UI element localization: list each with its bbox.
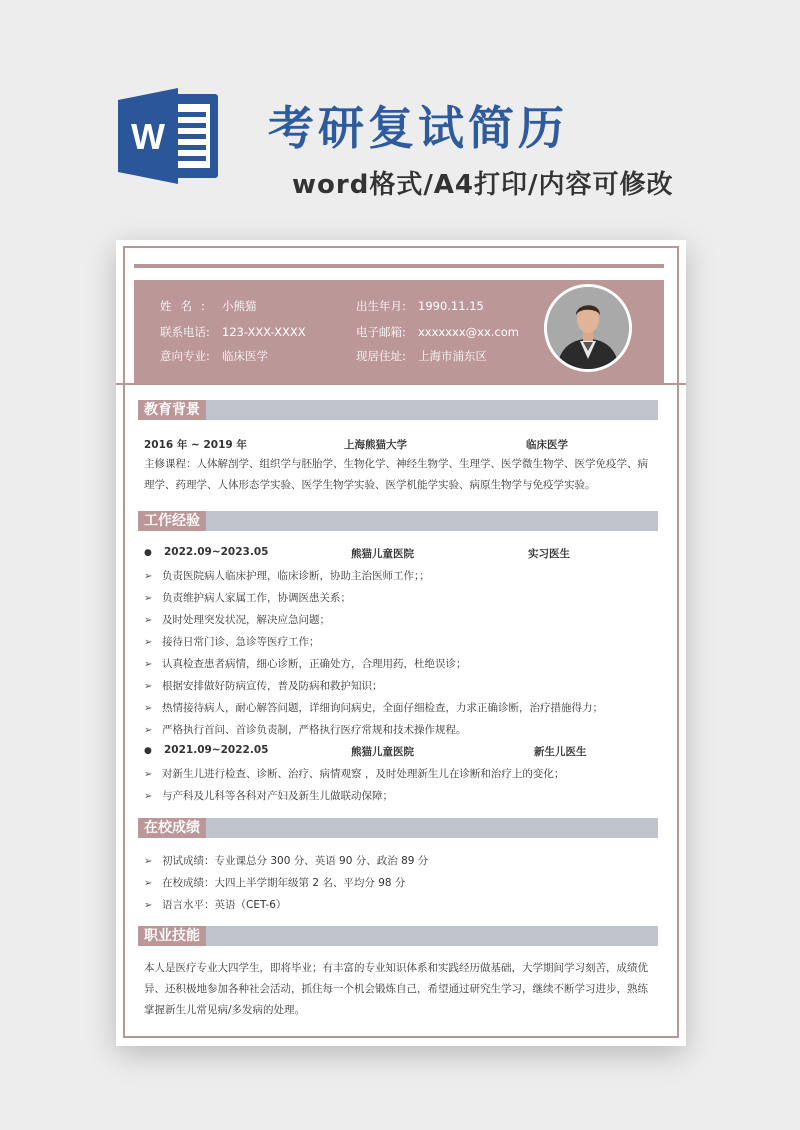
job-period: 2021.09~2022.05 bbox=[164, 744, 269, 756]
arrow-icon: ➢ bbox=[144, 791, 153, 802]
list-item-text: 对新生儿进行检查、诊断、治疗、病情观察 ，及时处理新生儿在诊断和治疗上的变化； bbox=[162, 768, 565, 780]
arrow-icon: ➢ bbox=[144, 856, 153, 867]
list-item-text: 负责医院病人临床护理，临床诊断，协助主治医师工作；； bbox=[162, 570, 430, 582]
arrow-icon: ➢ bbox=[144, 725, 153, 736]
job-1-header bbox=[144, 546, 268, 558]
info-key: 电子邮箱: bbox=[356, 325, 406, 339]
list-item-text: 初试成绩：专业课总分 300 分、英语 90 分、政治 89 分 bbox=[162, 855, 429, 867]
job-2-role: 新生儿医生 bbox=[534, 746, 587, 758]
job-1-org: 熊猫儿童医院 bbox=[351, 548, 414, 560]
avatar-photo bbox=[547, 287, 629, 369]
list-item bbox=[144, 853, 428, 868]
list-item-text: 严格执行首问、首诊负责制，严格执行医疗常规和技术操作规程。 bbox=[162, 724, 467, 736]
list-item-text: 负责维护病人家属工作，协调医患关系； bbox=[162, 592, 351, 604]
section-title-text: 职业技能 bbox=[138, 926, 206, 946]
info-value: xxxxxxx@xx.com bbox=[418, 325, 519, 339]
job-2-header bbox=[144, 744, 268, 756]
list-item-text: 接待日常门诊、急诊等医疗工作； bbox=[162, 636, 320, 648]
arrow-icon: ➢ bbox=[144, 659, 153, 670]
word-letter: W bbox=[131, 116, 165, 157]
info-key: 姓名: bbox=[160, 299, 214, 313]
info-value: 小熊猫 bbox=[222, 299, 257, 313]
section-grades-title bbox=[138, 818, 658, 838]
list-item bbox=[144, 700, 603, 715]
section-title-text: 教育背景 bbox=[138, 400, 206, 420]
section-education-title bbox=[138, 400, 658, 420]
info-value: 上海市浦东区 bbox=[418, 349, 487, 363]
list-item-text: 与产科及儿科等各科对产妇及新生儿做联动保障； bbox=[162, 790, 393, 802]
arrow-icon: ➢ bbox=[144, 769, 153, 780]
job-period: 2022.09~2023.05 bbox=[164, 546, 269, 558]
info-value: 临床医学 bbox=[222, 349, 268, 363]
info-address bbox=[356, 348, 487, 364]
info-value: 123-XXX-XXXX bbox=[222, 325, 306, 339]
arrow-icon: ➢ bbox=[144, 615, 153, 626]
resume-paper bbox=[116, 240, 686, 1046]
list-item bbox=[144, 897, 286, 912]
education-period: 2016 年 ~ 2019 年 bbox=[144, 439, 247, 451]
list-item bbox=[144, 722, 467, 737]
skills-text: 本人是医疗专业大四学生，即将毕业；有丰富的专业知识体系和实践经历做基础，大学期间学习刻苦，成绩优异、还积极地参加各种社会活动，抓住每一个机会锻炼自己，希望通过研究生学习，继续不断学习进步，熟练掌握新生儿常见病/多发病的处理。 bbox=[144, 962, 648, 1016]
list-item bbox=[144, 766, 564, 781]
word-doc-icon bbox=[118, 86, 222, 186]
info-key: 出生年月: bbox=[356, 299, 406, 313]
education-major: 临床医学 bbox=[526, 439, 568, 451]
arrow-icon: ➢ bbox=[144, 703, 153, 714]
info-major bbox=[160, 348, 268, 364]
section-work-title bbox=[138, 511, 658, 531]
info-name bbox=[160, 298, 257, 314]
list-item bbox=[144, 788, 393, 803]
info-key: 现居住址: bbox=[356, 349, 406, 363]
list-item-text: 根据安排做好防病宣传，普及防病和救护知识； bbox=[162, 680, 383, 692]
arrow-icon: ➢ bbox=[144, 637, 153, 648]
list-item bbox=[144, 612, 330, 627]
section-title-text: 在校成绩 bbox=[138, 818, 206, 838]
bullet-dot-icon: ● bbox=[144, 548, 152, 558]
education-courses: 主修课程：人体解剖学、组织学与胚胎学、生物化学、神经生物学、生理学、医学微生物学、医学免疫学、病理学、药理学、人体形态学实验、医学生物学实验、医学机能学实验、病原生物学与免疫学实验。 bbox=[144, 458, 648, 491]
list-item bbox=[144, 656, 467, 671]
info-phone bbox=[160, 324, 306, 340]
info-birth bbox=[356, 298, 484, 314]
section-skills-title bbox=[138, 926, 658, 946]
list-item bbox=[144, 590, 351, 605]
list-item bbox=[144, 568, 430, 583]
avatar bbox=[544, 284, 632, 372]
job-1-role: 实习医生 bbox=[528, 548, 570, 560]
info-key: 联系电话: bbox=[160, 325, 210, 339]
header-bar bbox=[134, 264, 664, 268]
info-key: 意向专业: bbox=[160, 349, 210, 363]
arrow-icon: ➢ bbox=[144, 900, 153, 911]
arrow-icon: ➢ bbox=[144, 681, 153, 692]
bullet-dot-icon: ● bbox=[144, 746, 152, 756]
education-school: 上海熊猫大学 bbox=[344, 439, 407, 451]
info-value: 1990.11.15 bbox=[418, 299, 484, 313]
section-title-text: 工作经验 bbox=[138, 511, 206, 531]
list-item bbox=[144, 634, 320, 649]
list-item bbox=[144, 678, 383, 693]
info-divider bbox=[116, 383, 686, 385]
arrow-icon: ➢ bbox=[144, 878, 153, 889]
arrow-icon: ➢ bbox=[144, 593, 153, 604]
promo-title: 考研复试简历 bbox=[268, 101, 568, 155]
list-item bbox=[144, 875, 405, 890]
list-item-text: 认真检查患者病情，细心诊断，正确处方，合理用药，杜绝误诊； bbox=[162, 658, 467, 670]
info-email bbox=[356, 324, 519, 340]
list-item-text: 在校成绩：大四上半学期年级第 2 名、平均分 98 分 bbox=[162, 877, 406, 889]
arrow-icon: ➢ bbox=[144, 571, 153, 582]
list-item-text: 热情接待病人，耐心解答问题，详细询问病史，全面仔细检查，力求正确诊断，治疗措施得力； bbox=[162, 702, 603, 714]
list-item-text: 语言水平：英语（CET-6） bbox=[162, 899, 287, 911]
job-2-org: 熊猫儿童医院 bbox=[351, 746, 414, 758]
list-item-text: 及时处理突发状况，解决应急问题； bbox=[162, 614, 330, 626]
promo-subtitle: word格式/A4打印/内容可修改 bbox=[292, 170, 674, 200]
